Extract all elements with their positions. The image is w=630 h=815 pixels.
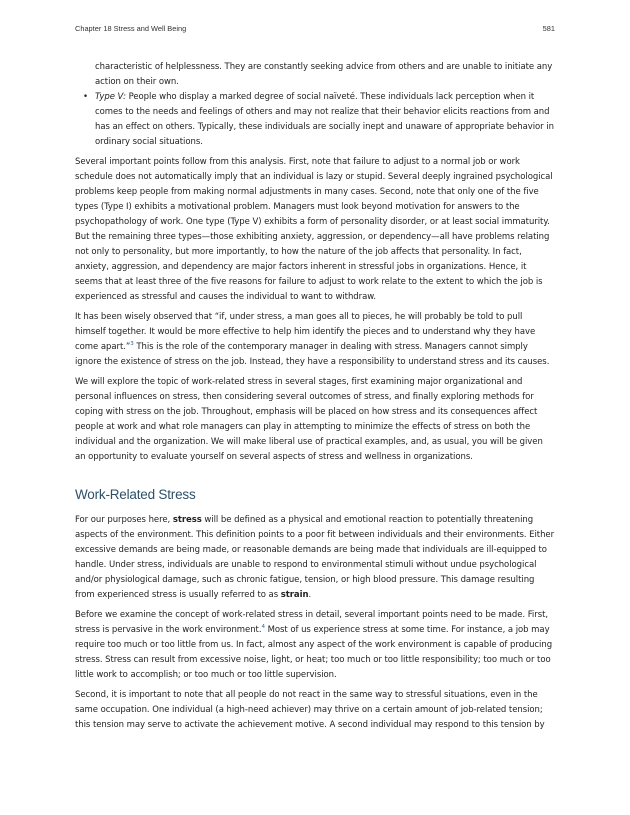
document-body (75, 60, 555, 738)
definition-intro: For our purposes here, (75, 515, 173, 525)
footnote-ref-4[interactable]: 4 (261, 624, 265, 631)
quote-text: It has been wisely observed that “if, under stress, a man goes all to pieces, he will probably be told to pull himself together. It would be more effective to help him identify the pieces and to understand why they have come apart.” (75, 312, 536, 352)
definition-end: . (308, 590, 312, 600)
chapter-title: Chapter 18 Stress and Well Being (75, 24, 187, 33)
term-strain: strain (280, 590, 309, 600)
footnote-ref-3[interactable]: 3 (130, 341, 134, 348)
paragraph-quote (75, 310, 555, 370)
pervasive-followup: Most of us experience stress at some time. For instance, a job may require too much or too little from us. In fact, almost any aspect of the work environment is capable of producing stress. Stress can result from excessive noise, light, or heat; too much or too little responsibility; too much or too little work to accomplish; or too much or too little supervision. (75, 625, 553, 680)
page-number: 581 (542, 24, 555, 33)
paragraph-overview: We will explore the topic of work-related stress in several stages, first examining major organizational and personal influences on stress, then considering several outcomes of stress, and finally exploring methods for coping with stress on the job. Throughout, emphasis will be placed on how stress and its consequences affect people at work and what role managers can play in attempting to minimize the effects of stress on both the individual and the organization. We will make liberal use of practical examples, and, as usual, you will be given an opportunity to evaluate yourself on several aspects of stress and wellness in organizations. (75, 377, 543, 462)
paragraph-definition (75, 513, 555, 603)
paragraph-pervasive (75, 608, 555, 683)
definition-body: will be defined as a physical and emotional reaction to potentially threatening aspects of the environment. This definition points to a poor fit between individuals and their environments. Either excessive demands are being made, or reasonable demands are being made that individuals are ill-equipped to handle. Under stress, individuals are unable to respond to environmental stimuli without undue psychological and/or physiological damage, such as chronic fatigue, tension, or high blood pressure. This damage resulting from experienced stress is usually referred to as (75, 515, 555, 600)
continued-list-text: characteristic of helplessness. They are constantly seeking advice from others and are unable to initiate any action on their own. (95, 62, 553, 87)
type-list (75, 90, 555, 150)
bullet-icon: • (83, 92, 88, 102)
pervasive-text: Before we examine the concept of work-related stress in detail, several important points need to be made. First, stress is pervasive in the work environment. (75, 610, 549, 635)
quote-followup: This is the role of the contemporary manager in dealing with stress. Managers cannot simply ignore the existence of stress on the job. Instead, they have a responsibility to understand stress and its causes. (75, 342, 550, 367)
type-v-text: People who display a marked degree of social naïveté. These individuals lack perception when it comes to the needs and feelings of others and may not realize that their behavior elicits reactions from and has an effect on others. Typically, these individuals are socially inept and unaware of appropriate behavior in ordinary social situations. (95, 92, 554, 147)
paragraph-analysis: Several important points follow from this analysis. First, note that failure to adjust to a normal job or work schedule does not automatically imply that an individual is lazy or stupid. Several deeply ingrained psychological problems keep people from making normal adjustments in many cases. Second, note that only one of the five types (Type I) exhibits a motivational problem. Managers must look beyond motivation for answers to the psychopathology of work. One type (Type V) exhibits a form of personality disorder, or at least social immaturity. But the remaining three types—those exhibiting anxiety, aggression, or dependency—all have problems relating not only to personality, but more importantly, to how the nature of the job affects that personality. In fact, anxiety, aggression, and dependency are major factors inherent in stressful jobs in organizations. Hence, it seems that at least three of the five reasons for failure to adjust to work relate to the extent to which the job is experienced as stressful and causes the individual to want to withdraw. (75, 157, 553, 302)
list-item-type-v (75, 90, 555, 150)
paragraph-second-point: Second, it is important to note that all people do not react in the same way to stressful situations, even in the same occupation. One individual (a high-need achiever) may thrive on a certain amount of job-related tension; this tension may serve to activate the achievement motive. A second individual may respond to this tension by (75, 690, 545, 730)
term-stress: stress (172, 515, 202, 525)
type-v-label: Type V: (95, 92, 126, 102)
section-heading: Work-Related Stress (75, 487, 196, 502)
